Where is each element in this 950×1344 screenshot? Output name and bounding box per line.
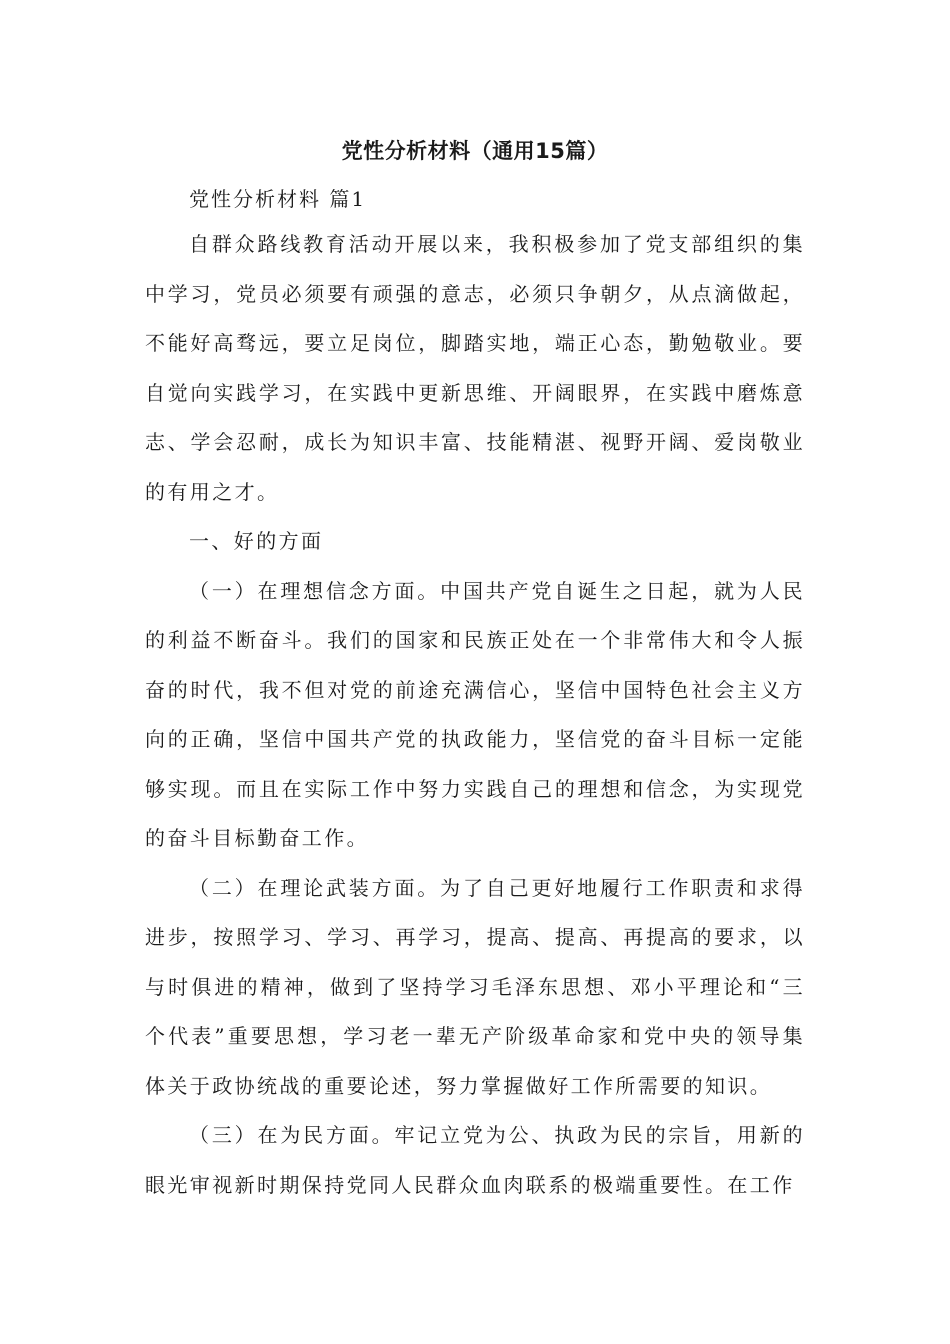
document-subtitle: 党性分析材料 篇1 [189,187,367,211]
paragraph-theory: （二）在理论武装方面。为了自己更好地履行工作职责和求得进步，按照学习、学习、再学习，提高、提高、再提高的要求，以与时俱进的精神，做到了坚持学习毛泽东思想、邓小平理论和“三个代表”重要思想，学习老一辈无产阶级革命家和党中央的领导集体关于政协统战的重要论述，努力掌握做好工作所需要的知识。 [145,875,805,1098]
paragraph-serving-people: （三）在为民方面。牢记立党为公、执政为民的宗旨，用新的眼光审视新时期保持党同人民群众血肉联系的极端重要性。在工作 [145,1123,805,1197]
document-title: 党性分析材料（通用15篇） [341,139,609,163]
paragraph-ideals-beliefs: （一）在理想信念方面。中国共产党自诞生之日起，就为人民的利益不断奋斗。我们的国家和民族正处在一个非常伟大和令人振奋的时代，我不但对党的前途充满信心，坚信中国特色社会主义方向的正确，坚信中国共产党的执政能力，坚信党的奋斗目标一定能够实现。而且在实际工作中努力实践自己的理想和信念，为实现党的奋斗目标勤奋工作。 [145,578,805,850]
section-heading-good-aspects: 一、好的方面 [189,529,324,553]
document-page [145,132,805,1210]
paragraph-intro: 自群众路线教育活动开展以来，我积极参加了党支部组织的集中学习，党员必须要有顽强的意志，必须只争朝夕，从点滴做起，不能好高骛远，要立足岗位，脚踏实地，端正心态，勤勉敬业。要自觉向实践学习，在实践中更新思维、开阔眼界，在实践中磨炼意志、学会忍耐，成长为知识丰富、技能精湛、视野开阔、爱岗敬业的有用之才。 [145,232,805,504]
